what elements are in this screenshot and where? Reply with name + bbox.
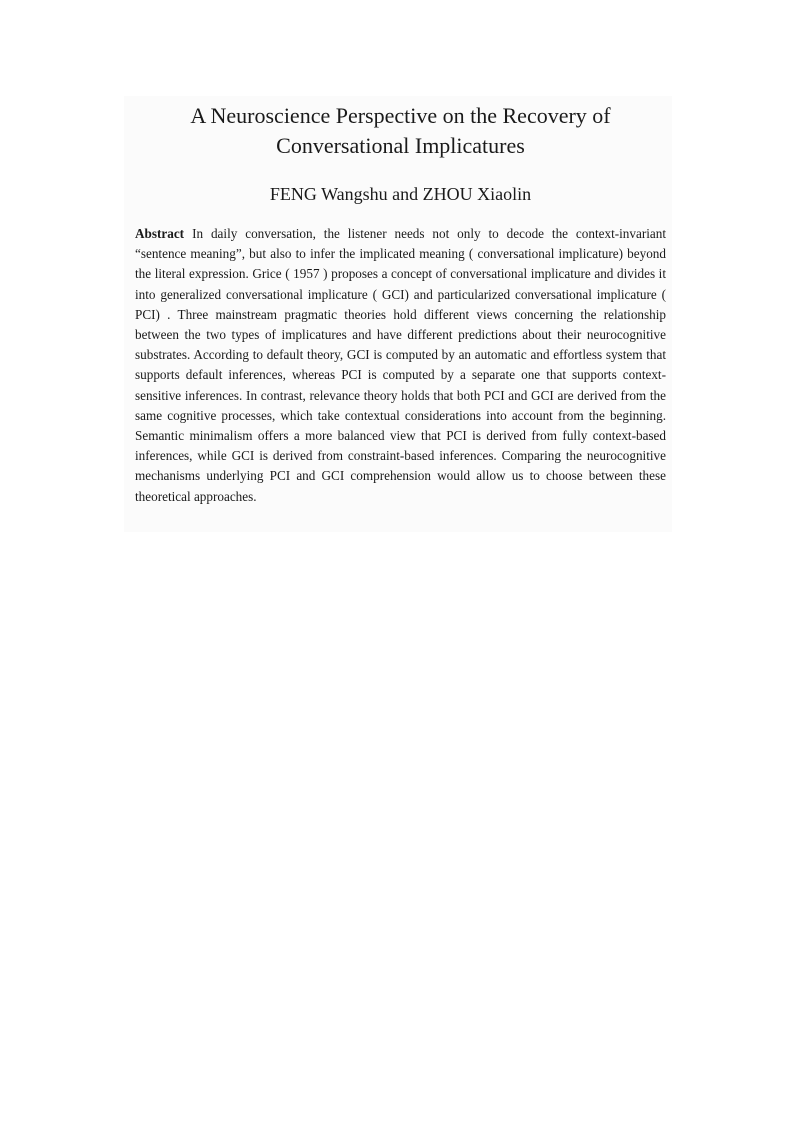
paper-title: [135, 101, 666, 161]
abstract-label: Abstract: [135, 226, 185, 241]
paper-title-line-1: A Neuroscience Perspective on the Recovery of: [190, 103, 611, 128]
abstract-paragraph: [135, 224, 666, 507]
paper-title-line-2: Conversational Implicatures: [276, 133, 525, 158]
paper-authors: FENG Wangshu and ZHOU Xiaolin: [269, 184, 532, 204]
abstract-text: In daily conversation, the listener needs not only to decode the context-invariant “sentence meaning”, but also to infer the implicated meaning ( conversational implicature) beyond the literal expression. Grice ( 1957 ) proposes a concept of conversational implicature and divides it into generalized conversational implicature ( GCI) and particularized conversational implicature ( PCI) . Three mainstream pragmatic theories hold different views concerning the relationship between the two types of implicatures and have different predictions about their neurocognitive substrates. According to default theory, GCI is computed by an automatic and effortless system that supports default inferences, whereas PCI is computed by a separate one that supports context-sensitive inferences. In contrast, relevance theory holds that both PCI and GCI are derived from the same cognitive processes, which take contextual considerations into account from the beginning. Semantic minimalism offers a more balanced view that PCI is derived from fully context-based inferences, while GCI is derived from constraint-based inferences. Comparing the neurocognitive mechanisms underlying PCI and GCI comprehension would allow us to choose between these theoretical approaches.: [135, 226, 666, 504]
